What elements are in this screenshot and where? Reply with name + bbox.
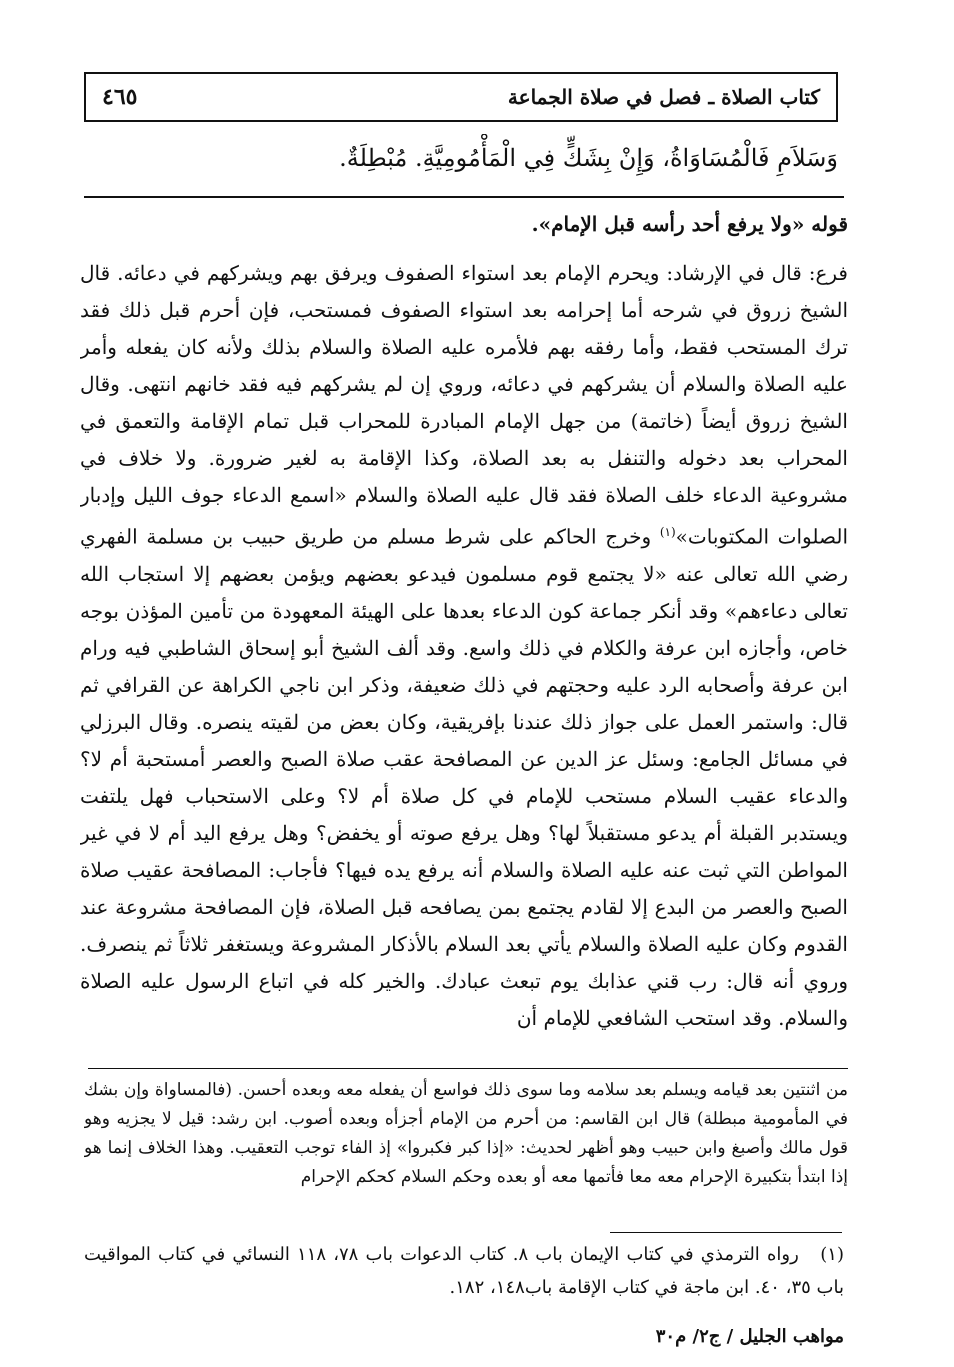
divider-footnotes [610, 1232, 842, 1233]
divider-top [84, 196, 844, 198]
commentary-body [80, 206, 848, 1046]
paragraph-part-2: وخرج الحاكم على شرط مسلم من طريق حبيب بن مسلمة الفهري رضي الله تعالى عنه «لا يجتمع قوم مسلمون فيدعو بعضهم ويؤمن بعضهم إلا استجاب الله تعالى دعاءهم» وقد أنكر جماعة كون الدعاء بعدها على الهيئة المعهودة من تأمين المؤذن بوجه خاص، وأجازه ابن عرفة والكلام في ذلك واسع. وقد ألف الشيخ أبو إسحاق الشاطبي فيه ورام ابن عرفة وأصحابه الرد عليه وحجتهم في ذلك ضعيفة، وذكر ابن ناجي الكراهة عن القرافي ثم قال: واستمر العمل على جواز ذلك عندنا بإفريقية، وكان بعض من لقيته ينصره. وقال البرزلي في مسائل الجامع: وسئل عز الدين عن المصافحة عقب صلاة الصبح والعصر أمستحبة أم لا؟ والدعاء عقيب السلام مستحب للإمام في كل صلاة أم لا؟ وعلى الاستحباب فهل يلتفت ويستدبر القبلة أم يدعو مستقبلاً لها؟ وهل يرفع صوته أو يخفض؟ وهل يرفع اليد أم لا في غير المواطن التي ثبت عنه عليه الصلاة والسلام أنه يرفع يده فيها؟ فأجاب: المصافحة عقيب صلاة الصبح والعصر من البدع إلا لقادم يجتمع بمن يصافحه قبل الصلاة، فإن المصافحة مشروعة عند القدوم وكان عليه الصلاة والسلام يأتي بعد السلام بالأذكار المشروعة ويستغفر ثلاثاً ثم ينصرف. وروي أنه قال: رب قني عذابك يوم تبعث عبادك. والخير كله في اتباع الرسول عليه الصلاة والسلام. وقد استحب الشافعي للإمام أن [80, 524, 848, 1030]
section-heading: قوله «ولا يرفع أحد رأسه قبل الإمام». [531, 212, 848, 236]
footnote-text: رواه الترمذي في كتاب الإيمان باب ٨. كتاب الدعوات باب ٧٨، ١١٨ النسائي في كتاب المواقيت باب ٣٥، ٤٠. ابن ماجة في كتاب الإقامة باب١٤٨، ١٨٢. [84, 1244, 844, 1298]
printer-signature: مواهب الجليل / ج٢/ م٣٠ [655, 1326, 844, 1347]
divider-sharh [88, 1068, 848, 1069]
footnotes-section [84, 1238, 844, 1318]
sharh-section [84, 1076, 848, 1222]
page-number: ٤٦٥ [102, 84, 138, 110]
running-title: كتاب الصلاة ـ فصل في صلاة الجماعة [507, 85, 820, 109]
footnote-1 [84, 1238, 844, 1304]
footnote-marker: (١) [820, 1244, 844, 1265]
sharh-text: من اثنتين بعد قيامه ويسلم بعد سلامه وما سوى ذلك فواسع أن يفعله معه وبعده أحسن. (فالمساواة وإن بشك في المأمومية مبطلة) قال ابن القاسم: من أحرم من الإمام أجزأه وبعده أصوب. ابن رشد: قيل لا يجزيه وهو قول مالك وأصبغ وابن حبيب وهو أظهر لحديث: «إذا كبر فكبروا» إذ الفاء توجب التعقيب. وهذا الخلاف إنما هو إذا ابتدأ بتكبيرة الإحرام معه معا فأتمها معه أو بعده وحكم السلام كحكم الإحرام [84, 1080, 848, 1187]
commentary-paragraph [80, 255, 848, 1037]
footnote-reference[interactable]: (١) [659, 525, 676, 539]
page-header [84, 72, 838, 122]
paragraph-part-1: فرع: قال في الإرشاد: ويحرم الإمام بعد استواء الصفوف ويرفق بهم ويشركهم في دعائه. قال الشيخ زروق في شرحه أما إحرامه بعد استواء الصفوف فمستحب، فإن أحرم قبل ذلك فقد ترك المستحب فقط، وأما رفقه بهم فلأمره عليه الصلاة والسلام بذلك ولأنه كان يفعله وأمر عليه الصلاة والسلام أن يشركهم في دعائه، وروي إن لم يشركهم فيه فقد خانهم انتهى. وقال الشيخ زروق أيضاً (خاتمة) من جهل الإمام المبادرة للمحراب قبل تمام الإقامة والتعمق في المحراب بعد دخوله والتنفل به بعد الصلاة، وكذا الإقامة به لغير ضرورة. ولا خلاف في مشروعية الدعاء خلف الصلاة فقد قال عليه الصلاة والسلام «اسمع الدعاء جوف الليل وإدبار الصلوات المكتوبات» [80, 261, 848, 549]
matn-text: وَسَلاَمِ فَالْمُسَاوَاةُ، وَإِنْ بِشَكٍّ فِي الْمَأْمُومِيَّةِ. مُبْطِلَةٌ. [339, 144, 838, 172]
